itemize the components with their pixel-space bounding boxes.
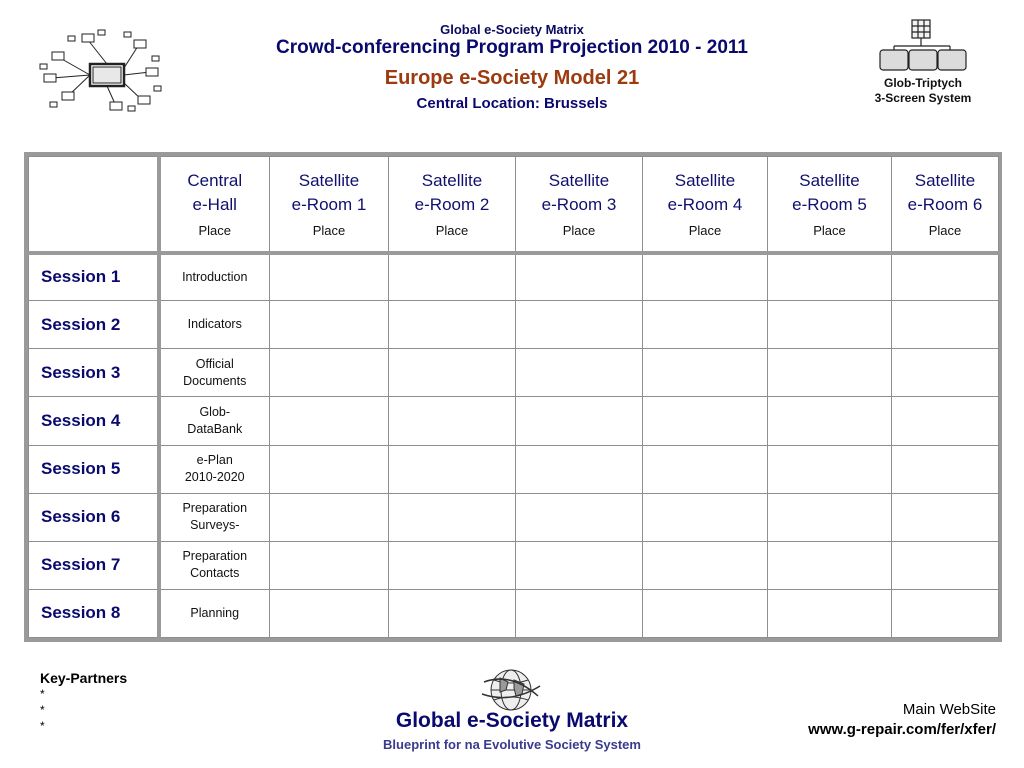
room-cell[interactable] [768,493,892,541]
column-subtitle: Place [813,223,846,239]
footer-title: Global e-Society Matrix [395,709,629,732]
session-label: Session 1 [29,253,159,301]
session-topic [159,493,270,541]
column-header [768,157,892,253]
room-cell[interactable] [389,397,516,445]
column-subtitle: Place [688,223,722,239]
triptych-label-line1: Glob-Triptych [884,76,962,90]
column-subtitle: Place [928,223,962,239]
column-header [892,157,999,253]
topic-line2: Documents [183,373,247,388]
column-header [643,157,768,253]
table-row [29,445,999,493]
column-title-line2: e-Room 2 [414,195,490,215]
model-title: Europe e-Society Model 21 [384,67,640,89]
topic-line2: 2010-2020 [184,470,245,485]
column-title-line1: Satellite [421,171,483,191]
room-cell[interactable] [643,445,768,493]
room-cell[interactable] [892,493,999,541]
session-label: Session 4 [29,397,159,445]
room-cell[interactable] [270,349,389,397]
column-title-line2: e-Room 3 [541,195,617,215]
room-cell[interactable] [516,397,643,445]
room-cell[interactable] [892,445,999,493]
column-title-line2: e-Room 6 [907,195,983,215]
column-subtitle: Place [562,223,596,239]
triptych-label-line2: 3-Screen System [874,91,972,105]
room-cell[interactable] [270,301,389,349]
room-cell[interactable] [892,349,999,397]
room-cell[interactable] [643,493,768,541]
column-subtitle: Place [312,223,346,239]
room-cell[interactable] [643,397,768,445]
session-topic [159,349,270,397]
table-row [29,541,999,589]
column-title-line2: e-Room 4 [667,195,743,215]
room-cell[interactable] [892,253,999,301]
room-cell[interactable] [270,541,389,589]
main-website [808,700,996,740]
session-table [28,156,999,638]
column-header [516,157,643,253]
column-title-line2: e-Room 1 [291,195,367,215]
header-top-title: Global e-Society Matrix [440,22,584,37]
session-label: Session 6 [29,493,159,541]
column-subtitle: Place [198,223,232,239]
room-cell[interactable] [389,349,516,397]
column-title-line1: Satellite [548,171,610,191]
column-title-line1: Satellite [914,171,976,191]
column-header [159,157,270,253]
session-label: Session 3 [29,349,159,397]
key-partners [40,670,127,734]
session-label: Session 2 [29,301,159,349]
room-cell[interactable] [643,541,768,589]
session-topic [159,253,270,301]
room-cell[interactable] [516,301,643,349]
column-subtitle: Place [435,223,469,239]
room-cell[interactable] [516,349,643,397]
topic-line1: Preparation [182,549,248,564]
room-cell[interactable] [270,493,389,541]
room-cell[interactable] [516,541,643,589]
room-cell[interactable] [389,301,516,349]
room-cell[interactable] [516,445,643,493]
room-cell[interactable] [389,589,516,637]
key-partner-item: * [40,703,45,717]
room-cell[interactable] [892,541,999,589]
column-header [389,157,516,253]
table-header-row [29,157,999,253]
column-title-line2: e-Hall [192,195,237,215]
website-link[interactable]: www.g-repair.com/fer/xfer/ [808,721,996,738]
triptych-label [860,76,986,106]
room-cell[interactable] [768,397,892,445]
triptych-screens-icon [878,18,968,74]
room-cell[interactable] [389,541,516,589]
room-cell[interactable] [389,253,516,301]
topic-line1: Preparation [182,501,248,516]
topic-line2: Surveys- [190,518,240,533]
room-cell[interactable] [768,589,892,637]
table-row [29,397,999,445]
room-cell[interactable] [270,253,389,301]
session-label: Session 7 [29,541,159,589]
key-partners-title: Key-Partners [40,670,128,686]
topic-line1: Glob- [199,404,231,419]
key-partner-item: * [40,719,45,733]
room-cell[interactable] [892,589,999,637]
table-row [29,349,999,397]
room-cell[interactable] [768,349,892,397]
column-header [270,157,389,253]
room-cell[interactable] [270,589,389,637]
column-title-line1: Central [187,171,243,191]
column-title-line1: Satellite [674,171,736,191]
topic-line1: Introduction [182,269,248,284]
room-cell[interactable] [892,301,999,349]
room-cell[interactable] [643,301,768,349]
session-topic [159,589,270,637]
session-label: Session 5 [29,445,159,493]
website-label: Main WebSite [902,701,996,718]
column-title-line1: Satellite [298,171,360,191]
column-title-line1: Satellite [799,171,860,191]
room-cell[interactable] [516,493,643,541]
central-location: Central Location: Brussels [416,95,608,112]
column-title-line2: e-Room 5 [792,195,867,215]
session-topic [159,301,270,349]
topic-line1: e-Plan [196,453,233,468]
table-row [29,301,999,349]
room-cell[interactable] [768,253,892,301]
session-label: Session 8 [29,589,159,637]
room-cell[interactable] [516,589,643,637]
room-cell[interactable] [643,253,768,301]
room-cell[interactable] [389,445,516,493]
table-row [29,589,999,637]
room-cell[interactable] [270,397,389,445]
corner-cell [29,157,159,253]
room-cell[interactable] [768,541,892,589]
room-cell[interactable] [643,349,768,397]
session-matrix [24,152,1002,642]
topic-line2: Contacts [190,566,240,581]
session-topic [159,541,270,589]
room-cell[interactable] [768,445,892,493]
table-row [29,253,999,301]
room-cell[interactable] [892,397,999,445]
room-cell[interactable] [516,253,643,301]
topic-line1: Planning [190,605,240,620]
session-topic [159,445,270,493]
footer-subtitle: Blueprint for na Evolutive Society System [383,737,641,752]
key-partner-item: * [40,687,45,701]
network-diagram-icon [38,28,162,112]
room-cell[interactable] [270,445,389,493]
globe-icon [478,668,544,712]
topic-line1: Indicators [187,317,242,332]
topic-line1: Official [195,356,234,371]
room-cell[interactable] [643,589,768,637]
table-row [29,493,999,541]
page-title: Crowd-conferencing Program Projection 2010 - 2011 [276,37,748,58]
session-topic [159,397,270,445]
room-cell[interactable] [389,493,516,541]
topic-line2: DataBank [187,421,243,436]
room-cell[interactable] [768,301,892,349]
